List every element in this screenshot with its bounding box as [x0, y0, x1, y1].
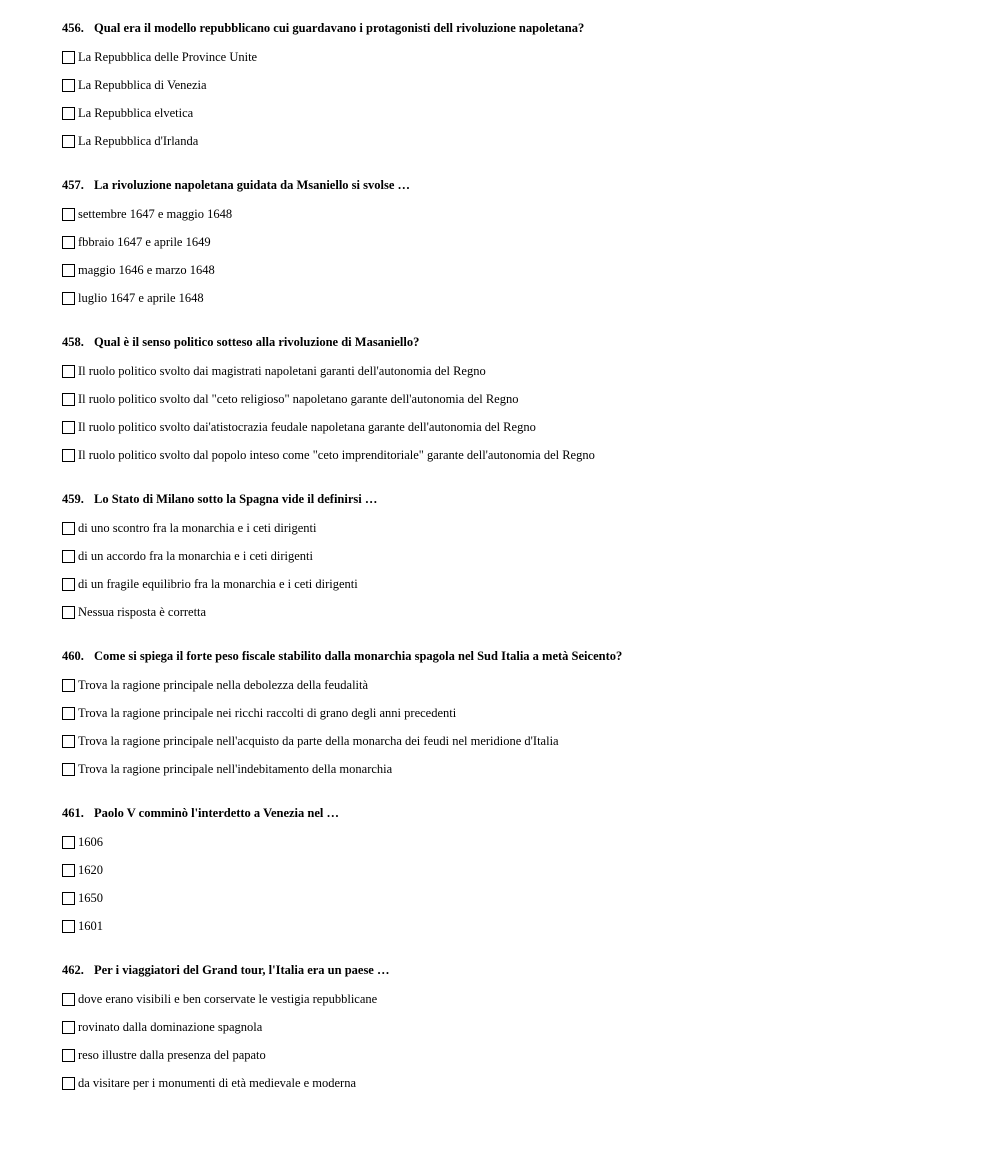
answer-option[interactable] [62, 127, 962, 155]
checkbox[interactable] [62, 550, 75, 563]
checkbox[interactable] [62, 836, 75, 849]
question-457 [62, 175, 962, 312]
option-label: Il ruolo politico svolto dai magistrati napoletani garanti dell'autonomia del Regno [78, 363, 486, 378]
answer-option[interactable] [62, 755, 962, 783]
checkbox[interactable] [62, 292, 75, 305]
question-number: 460. [62, 649, 84, 663]
option-label: fbbraio 1647 e aprile 1649 [78, 234, 211, 249]
option-label: 1606 [78, 834, 103, 849]
answer-option[interactable] [62, 884, 962, 912]
option-label: da visitare per i monumenti di età medievale e moderna [78, 1075, 357, 1090]
answer-option[interactable] [62, 43, 962, 71]
checkbox[interactable] [62, 993, 75, 1006]
option-label: Il ruolo politico svolto dal "ceto religioso" napoletano garante dell'autonomia del Regno [78, 391, 519, 406]
answer-option[interactable] [62, 1013, 962, 1041]
question-text: Per i viaggiatori del Grand tour, l'Italia era un paese … [94, 963, 390, 977]
answer-option[interactable] [62, 71, 962, 99]
checkbox[interactable] [62, 679, 75, 692]
answer-option[interactable] [62, 671, 962, 699]
option-label: Trova la ragione principale nei ricchi raccolti di grano degli anni precedenti [78, 705, 457, 720]
option-label: maggio 1646 e marzo 1648 [78, 262, 215, 277]
option-label: La Repubblica di Venezia [78, 77, 207, 92]
checkbox[interactable] [62, 864, 75, 877]
answer-option[interactable] [62, 441, 962, 469]
checkbox[interactable] [62, 578, 75, 591]
option-label: di un accordo fra la monarchia e i ceti dirigenti [78, 548, 313, 563]
answer-option[interactable] [62, 200, 962, 228]
option-label: di un fragile equilibrio fra la monarchia e i ceti dirigenti [78, 576, 358, 591]
question-heading [62, 332, 962, 352]
checkbox[interactable] [62, 365, 75, 378]
checkbox[interactable] [62, 606, 75, 619]
option-label: 1650 [78, 890, 103, 905]
checkbox[interactable] [62, 892, 75, 905]
question-460 [62, 646, 962, 783]
question-heading [62, 489, 962, 509]
checkbox[interactable] [62, 135, 75, 148]
checkbox[interactable] [62, 920, 75, 933]
question-456 [62, 18, 962, 155]
question-heading [62, 960, 962, 980]
answer-option[interactable] [62, 284, 962, 312]
question-text: La rivoluzione napoletana guidata da Msaniello si svolse … [94, 178, 411, 192]
question-number: 456. [62, 21, 84, 35]
checkbox[interactable] [62, 208, 75, 221]
option-label: Il ruolo politico svolto dai'atistocrazia feudale napoletana garante dell'autonomia del Regno [78, 419, 536, 434]
option-label: dove erano visibili e ben corservate le vestigia repubblicane [78, 991, 378, 1006]
checkbox[interactable] [62, 264, 75, 277]
answer-option[interactable] [62, 256, 962, 284]
question-text: Qual è il senso politico sotteso alla rivoluzione di Masaniello? [94, 335, 420, 349]
option-label: luglio 1647 e aprile 1648 [78, 290, 204, 305]
answer-option[interactable] [62, 542, 962, 570]
checkbox[interactable] [62, 763, 75, 776]
checkbox[interactable] [62, 522, 75, 535]
question-number: 462. [62, 963, 84, 977]
answer-option[interactable] [62, 357, 962, 385]
checkbox[interactable] [62, 1077, 75, 1090]
answer-option[interactable] [62, 985, 962, 1013]
checkbox[interactable] [62, 449, 75, 462]
option-label: Nessua risposta è corretta [78, 604, 207, 619]
question-number: 457. [62, 178, 84, 192]
answer-option[interactable] [62, 99, 962, 127]
answer-option[interactable] [62, 570, 962, 598]
checkbox[interactable] [62, 107, 75, 120]
answer-option[interactable] [62, 598, 962, 626]
question-text: Come si spiega il forte peso fiscale stabilito dalla monarchia spagola nel Sud Italia a metà Seicento? [94, 649, 623, 663]
question-458 [62, 332, 962, 469]
question-heading [62, 18, 962, 38]
checkbox[interactable] [62, 421, 75, 434]
answer-option[interactable] [62, 699, 962, 727]
answer-option[interactable] [62, 413, 962, 441]
question-number: 461. [62, 806, 84, 820]
question-number: 459. [62, 492, 84, 506]
question-text: Lo Stato di Milano sotto la Spagna vide il definirsi … [94, 492, 378, 506]
option-label: settembre 1647 e maggio 1648 [78, 206, 233, 221]
answer-option[interactable] [62, 912, 962, 940]
checkbox[interactable] [62, 51, 75, 64]
option-label: 1601 [78, 918, 103, 933]
quiz-questions [62, 18, 962, 1117]
answer-option[interactable] [62, 228, 962, 256]
checkbox[interactable] [62, 1021, 75, 1034]
option-label: Il ruolo politico svolto dal popolo inteso come "ceto imprenditoriale" garante dell'autonomia del Regno [78, 447, 595, 462]
checkbox[interactable] [62, 79, 75, 92]
option-label: Trova la ragione principale nella debolezza della feudalità [78, 677, 369, 692]
question-462 [62, 960, 962, 1097]
question-461 [62, 803, 962, 940]
question-number: 458. [62, 335, 84, 349]
question-heading [62, 175, 962, 195]
answer-option[interactable] [62, 1041, 962, 1069]
option-label: 1620 [78, 862, 103, 877]
option-label: reso illustre dalla presenza del papato [78, 1047, 266, 1062]
answer-option[interactable] [62, 856, 962, 884]
question-heading [62, 803, 962, 823]
answer-option[interactable] [62, 514, 962, 542]
option-label: Trova la ragione principale nell'indebitamento della monarchia [78, 761, 393, 776]
option-label: rovinato dalla dominazione spagnola [78, 1019, 263, 1034]
option-label: Trova la ragione principale nell'acquisto da parte della monarcha dei feudi nel meridione d'Italia [78, 733, 559, 748]
checkbox[interactable] [62, 707, 75, 720]
checkbox[interactable] [62, 393, 75, 406]
option-label: di uno scontro fra la monarchia e i ceti dirigenti [78, 520, 317, 535]
option-label: La Repubblica elvetica [78, 105, 194, 120]
answer-option[interactable] [62, 828, 962, 856]
answer-option[interactable] [62, 727, 962, 755]
question-text: Qual era il modello repubblicano cui guardavano i protagonisti dell rivoluzione napoletana? [94, 21, 585, 35]
checkbox[interactable] [62, 236, 75, 249]
question-459 [62, 489, 962, 626]
question-heading [62, 646, 962, 666]
checkbox[interactable] [62, 735, 75, 748]
answer-option[interactable] [62, 385, 962, 413]
question-text: Paolo V comminò l'interdetto a Venezia nel … [94, 806, 340, 820]
option-label: La Repubblica delle Province Unite [78, 49, 258, 64]
option-label: La Repubblica d'Irlanda [78, 133, 199, 148]
answer-option[interactable] [62, 1069, 962, 1097]
checkbox[interactable] [62, 1049, 75, 1062]
